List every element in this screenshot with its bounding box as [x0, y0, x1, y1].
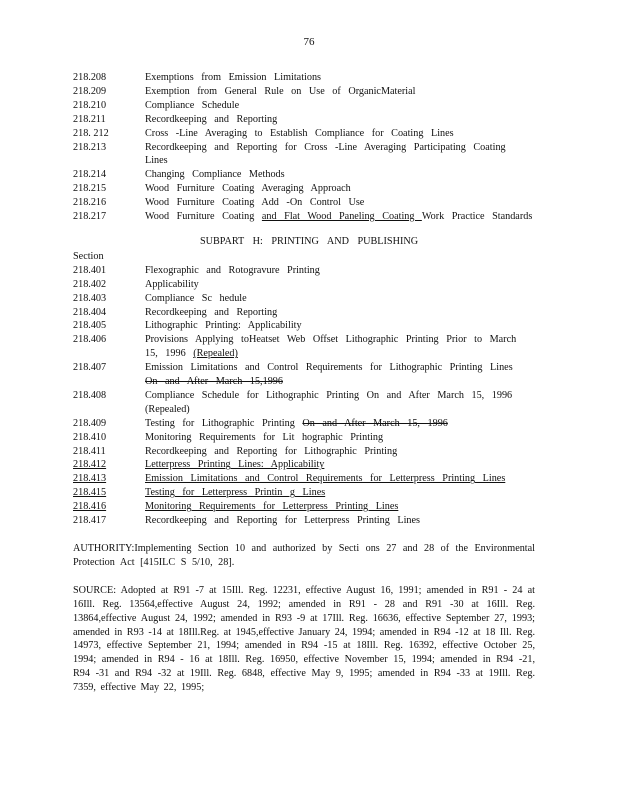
toc-row [73, 127, 535, 141]
section-number: 218.409 [73, 417, 107, 429]
section-number: 218.416 [73, 501, 107, 513]
section-title: Wood Furniture Coating Add -On Control Use [145, 197, 365, 209]
toc-row [73, 168, 535, 182]
section-number: 218.208 [73, 72, 107, 83]
section-title: Testing for Letterpress Printin g Lines [145, 487, 326, 499]
section-number: 218.401 [73, 264, 107, 276]
toc-row [73, 389, 535, 417]
section-number: 218.215 [73, 183, 107, 195]
section-title: Changing Compliance Methods [145, 169, 285, 181]
section-number: 218.405 [73, 320, 107, 332]
title-part: Testing for Lithographic Printing [145, 417, 303, 429]
toc-row [73, 141, 535, 169]
title-inserted-text: and Flat Wood Paneling Coating [261, 211, 422, 223]
page-number: 76 [303, 36, 315, 48]
section-number: 218.413 [73, 473, 107, 485]
section-title: Flexographic and Rotogravure Printing [145, 264, 320, 276]
section-number: 218.211 [73, 113, 106, 125]
section-title: Wood Furniture Coating Averaging Approach [145, 183, 351, 195]
toc-row [73, 210, 535, 224]
toc-row [73, 417, 535, 431]
section-title: Recordkeeping and Reporting for Cross -Line Averaging Participating Coating Lines [145, 141, 506, 167]
section-number: 218.402 [73, 278, 107, 290]
section-title [145, 333, 535, 361]
section-title: Compliance Sc hedule [145, 292, 247, 304]
section-title [145, 417, 535, 431]
toc-row [73, 333, 535, 361]
toc-row [73, 431, 535, 445]
section-number: 218.217 [73, 211, 107, 223]
section-number: 218. 212 [73, 127, 109, 139]
section-title: Recordkeeping and Reporting for Letterpress Printing Lines [145, 515, 421, 527]
toc-row [73, 182, 535, 196]
section-number: 218.417 [73, 515, 107, 527]
section-number: 218.209 [73, 85, 107, 97]
toc-row [73, 278, 535, 292]
title-inserted-text: (Repealed) [193, 348, 238, 360]
toc-row [73, 264, 535, 278]
section-title: Compliance Schedule for Lithographic Printing On and After March 15, 1996 (Repealed) [145, 389, 513, 415]
title-part: Work Practice Standards [421, 211, 533, 223]
section-title [145, 361, 535, 389]
section-number: 218.213 [73, 141, 107, 153]
source-note: SOURCE: Adopted at R91 -7 at 15Ill. Reg. 12231, effective August 16, 1991; amended in R91 - 24 at 16Ill. Reg. 13564,effective August 24, 1992; amended in R91 - 28 and R91 -30 at 16Ill. Reg. 13864,effective August 24, 1992; amended in R93 -9 at 17Ill. Reg. 16636, effective September 27, 1993; amended in R93 -14 at 18Ill.Reg. at 1945,effective January 24, 1994; amended in R94 -12 at 18 Ill. Reg. 14973, effective September 21, 1994; amended in R94 -15 at 18Ill. Reg. 16392, effective October 25, 1994; amended in R94 - 16 at 18Ill. Reg. 16950, effective November 15, 1994; amended in R94 -21, R94 -31 and R94 -32 at 19Ill. Reg. 6848, effective May 9, 1995; amended in R94 -33 at 19Ill. Reg. 7359, effective May 22, 1995; [73, 584, 535, 694]
title-deleted-text: On and After March 15, 1996 [302, 417, 448, 429]
section-number: 218.216 [73, 197, 107, 209]
toc-row [73, 85, 535, 99]
toc-row [73, 445, 535, 459]
title-part: Provisions Applying toHeatset Web Offset Lithographic Printing Prior to March 15, 1996 [145, 334, 517, 360]
section-number: 218.415 [73, 487, 107, 499]
section-number: 218.410 [73, 431, 107, 443]
toc-row [73, 486, 535, 500]
section-number: 218.408 [73, 389, 107, 401]
toc-row [73, 113, 535, 127]
section-number: 218.412 [73, 459, 107, 471]
section-number: 218.404 [73, 306, 107, 318]
toc-row [73, 71, 535, 85]
section-number: 218.403 [73, 292, 107, 304]
title-part: Emission Limitations and Control Requirements for Lithographic Printing Lines [145, 362, 513, 374]
authority-note: AUTHORITY:Implementing Section 10 and authorized by Secti ons 27 and 28 of the Environmental Protection Act [415ILC S 5/10, 28]. [73, 543, 535, 568]
toc-row [73, 99, 535, 113]
section-title: Monitoring Requirements for Lit hographic Printing [145, 431, 384, 443]
toc-row [73, 514, 535, 528]
section-title: Exemptions from Emission Limitations [145, 72, 322, 83]
title-deleted-text: On and After March 15,1996 [145, 376, 283, 388]
section-title: Applicability [145, 278, 199, 290]
section-number: 218.214 [73, 169, 107, 181]
section-title: Monitoring Requirements for Letterpress Printing Lines [145, 501, 399, 513]
spacer [73, 528, 535, 542]
section-number: 218.411 [73, 445, 106, 457]
table-of-contents [73, 71, 535, 695]
toc-row [73, 500, 535, 514]
toc-row [73, 196, 535, 210]
toc-row [73, 292, 535, 306]
toc-row [73, 361, 535, 389]
section-number: 218.406 [73, 334, 107, 346]
toc-row [73, 306, 535, 320]
section-title: Recordkeeping and Reporting [145, 113, 278, 125]
section-number: 218.210 [73, 99, 107, 111]
subpart-heading: SUBPART H: PRINTING AND PUBLISHING [199, 235, 419, 247]
section-title: Compliance Schedule [145, 99, 240, 111]
section-title: Recordkeeping and Reporting [145, 306, 278, 318]
section-title: Cross -Line Averaging to Establish Compliance for Coating Lines [145, 127, 454, 139]
section-title [145, 210, 535, 224]
section-title: Letterpress Printing Lines: Applicability [145, 459, 325, 471]
toc-row [73, 472, 535, 486]
toc-row [73, 319, 535, 333]
toc-row [73, 458, 535, 472]
section-number: 218.407 [73, 362, 107, 374]
section-title: Emission Limitations and Control Requirements for Letterpress Printing Lines [145, 473, 506, 485]
section-title: Recordkeeping and Reporting for Lithographic Printing [145, 445, 398, 457]
section-label: Section [73, 250, 104, 262]
section-title: Lithographic Printing: Applicability [145, 320, 302, 332]
section-title: Exemption from General Rule on Use of OrganicMaterial [145, 85, 416, 97]
title-part: Wood Furniture Coating [145, 211, 262, 223]
